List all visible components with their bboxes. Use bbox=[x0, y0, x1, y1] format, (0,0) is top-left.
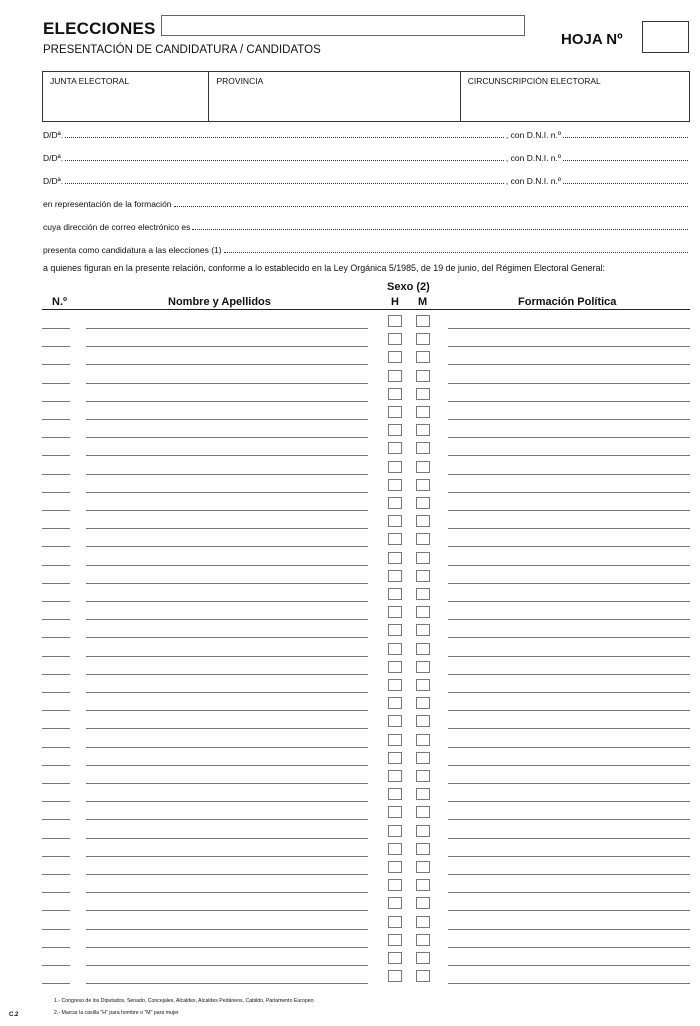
candidate-row bbox=[0, 915, 700, 931]
number-field[interactable] bbox=[42, 747, 70, 748]
sex-h-checkbox[interactable] bbox=[388, 370, 402, 382]
sex-h-checkbox[interactable] bbox=[388, 952, 402, 964]
sex-m-checkbox[interactable] bbox=[416, 552, 430, 564]
name-field[interactable] bbox=[65, 159, 504, 161]
sex-h-checkbox[interactable] bbox=[388, 897, 402, 909]
number-field[interactable] bbox=[42, 692, 70, 693]
sex-h-checkbox[interactable] bbox=[388, 552, 402, 564]
sex-m-checkbox[interactable] bbox=[416, 515, 430, 527]
sex-h-checkbox[interactable] bbox=[388, 806, 402, 818]
header-divider bbox=[42, 309, 690, 310]
sex-m-checkbox[interactable] bbox=[416, 406, 430, 418]
column-header-sex: Sexo (2) bbox=[387, 281, 430, 293]
name-field[interactable] bbox=[86, 783, 368, 784]
sex-h-checkbox[interactable] bbox=[388, 770, 402, 782]
number-field[interactable] bbox=[42, 492, 70, 493]
party-field[interactable] bbox=[448, 983, 690, 984]
sex-h-checkbox[interactable] bbox=[388, 679, 402, 691]
sex-h-checkbox[interactable] bbox=[388, 351, 402, 363]
representative-line-3[interactable] bbox=[43, 174, 690, 186]
candidate-row bbox=[0, 842, 700, 858]
elections-field[interactable] bbox=[224, 251, 688, 253]
form-subtitle: PRESENTACIÓN DE CANDIDATURA / CANDIDATOS bbox=[43, 44, 321, 56]
sex-m-checkbox[interactable] bbox=[416, 806, 430, 818]
email-label: cuya dirección de correo electrónico es bbox=[43, 222, 191, 232]
party-field[interactable] bbox=[448, 674, 690, 675]
candidate-row bbox=[0, 514, 700, 530]
sex-h-checkbox[interactable] bbox=[388, 879, 402, 891]
candidate-row bbox=[0, 350, 700, 366]
party-field[interactable] bbox=[448, 528, 690, 529]
sex-h-checkbox[interactable] bbox=[388, 734, 402, 746]
name-field[interactable] bbox=[86, 892, 368, 893]
name-field[interactable] bbox=[86, 692, 368, 693]
sex-h-checkbox[interactable] bbox=[388, 715, 402, 727]
candidate-row bbox=[0, 441, 700, 457]
candidate-row bbox=[0, 787, 700, 803]
party-field[interactable] bbox=[448, 910, 690, 911]
party-field[interactable] bbox=[448, 437, 690, 438]
name-field[interactable] bbox=[86, 674, 368, 675]
sex-h-checkbox[interactable] bbox=[388, 861, 402, 873]
name-field[interactable] bbox=[86, 801, 368, 802]
sex-m-checkbox[interactable] bbox=[416, 442, 430, 454]
number-field[interactable] bbox=[42, 874, 70, 875]
sex-h-checkbox[interactable] bbox=[388, 315, 402, 327]
name-field[interactable] bbox=[86, 765, 368, 766]
party-field[interactable] bbox=[448, 747, 690, 748]
number-field[interactable] bbox=[42, 583, 70, 584]
sex-m-checkbox[interactable] bbox=[416, 624, 430, 636]
sex-h-checkbox[interactable] bbox=[388, 388, 402, 400]
name-field[interactable] bbox=[65, 136, 504, 138]
party-field[interactable] bbox=[448, 565, 690, 566]
sex-m-checkbox[interactable] bbox=[416, 679, 430, 691]
number-field[interactable] bbox=[42, 765, 70, 766]
number-field[interactable] bbox=[42, 419, 70, 420]
number-field[interactable] bbox=[42, 983, 70, 984]
number-field[interactable] bbox=[42, 801, 70, 802]
sex-h-checkbox[interactable] bbox=[388, 643, 402, 655]
number-field[interactable] bbox=[42, 929, 70, 930]
party-field[interactable] bbox=[448, 492, 690, 493]
column-header-m: M bbox=[418, 296, 428, 308]
party-field[interactable] bbox=[448, 656, 690, 657]
sex-h-checkbox[interactable] bbox=[388, 661, 402, 673]
number-field[interactable] bbox=[42, 437, 70, 438]
name-field[interactable] bbox=[86, 710, 368, 711]
candidate-row bbox=[0, 896, 700, 912]
party-field[interactable] bbox=[448, 856, 690, 857]
circunscripcion-label: CIRCUNSCRIPCIÓN ELECTORAL bbox=[467, 76, 601, 86]
name-field[interactable] bbox=[86, 929, 368, 930]
provincia-field[interactable] bbox=[209, 72, 460, 121]
sex-m-checkbox[interactable] bbox=[416, 388, 430, 400]
sex-h-checkbox[interactable] bbox=[388, 606, 402, 618]
candidate-row bbox=[0, 478, 700, 494]
party-field[interactable] bbox=[448, 783, 690, 784]
candidate-row bbox=[0, 805, 700, 821]
junta-electoral-field[interactable] bbox=[43, 72, 209, 121]
name-field[interactable] bbox=[86, 419, 368, 420]
candidate-row bbox=[0, 605, 700, 621]
name-field[interactable] bbox=[86, 364, 368, 365]
candidate-row bbox=[0, 751, 700, 767]
name-field[interactable] bbox=[86, 619, 368, 620]
name-field[interactable] bbox=[86, 747, 368, 748]
candidate-row bbox=[0, 369, 700, 385]
party-field[interactable] bbox=[448, 328, 690, 329]
candidate-row bbox=[0, 878, 700, 894]
sex-m-checkbox[interactable] bbox=[416, 734, 430, 746]
sex-m-checkbox[interactable] bbox=[416, 916, 430, 928]
sex-h-checkbox[interactable] bbox=[388, 916, 402, 928]
sex-h-checkbox[interactable] bbox=[388, 752, 402, 764]
number-field[interactable] bbox=[42, 455, 70, 456]
circunscripcion-field[interactable] bbox=[461, 72, 689, 121]
sex-m-checkbox[interactable] bbox=[416, 588, 430, 600]
number-field[interactable] bbox=[42, 328, 70, 329]
name-field[interactable] bbox=[86, 728, 368, 729]
number-field[interactable] bbox=[42, 546, 70, 547]
candidate-row bbox=[0, 933, 700, 949]
party-field[interactable] bbox=[448, 455, 690, 456]
column-header-party: Formación Política bbox=[518, 296, 617, 308]
party-field[interactable] bbox=[448, 601, 690, 602]
sex-m-checkbox[interactable] bbox=[416, 752, 430, 764]
person-prefix: D/Dª. bbox=[43, 130, 64, 140]
junta-electoral-label: JUNTA ELECTORAL bbox=[50, 76, 130, 86]
party-field[interactable] bbox=[448, 346, 690, 347]
number-field[interactable] bbox=[42, 656, 70, 657]
party-field[interactable] bbox=[448, 765, 690, 766]
number-field[interactable] bbox=[42, 364, 70, 365]
name-field[interactable] bbox=[86, 492, 368, 493]
candidate-row bbox=[0, 660, 700, 676]
party-field[interactable] bbox=[448, 692, 690, 693]
party-field[interactable] bbox=[448, 510, 690, 511]
sex-h-checkbox[interactable] bbox=[388, 588, 402, 600]
candidate-row bbox=[0, 769, 700, 785]
representation-label: en representación de la formación bbox=[43, 199, 172, 209]
party-field[interactable] bbox=[448, 583, 690, 584]
number-field[interactable] bbox=[42, 565, 70, 566]
number-field[interactable] bbox=[42, 728, 70, 729]
candidate-row bbox=[0, 733, 700, 749]
party-field[interactable] bbox=[448, 637, 690, 638]
sex-m-checkbox[interactable] bbox=[416, 970, 430, 982]
column-header-number: N.º bbox=[52, 296, 68, 308]
name-field[interactable] bbox=[86, 383, 368, 384]
candidate-row bbox=[0, 860, 700, 876]
candidate-row bbox=[0, 423, 700, 439]
party-field[interactable] bbox=[448, 801, 690, 802]
candidate-row bbox=[0, 623, 700, 639]
name-field[interactable] bbox=[86, 346, 368, 347]
dni-field[interactable] bbox=[563, 136, 688, 138]
representation-line[interactable] bbox=[43, 197, 690, 209]
sex-h-checkbox[interactable] bbox=[388, 533, 402, 545]
sex-m-checkbox[interactable] bbox=[416, 934, 430, 946]
candidate-row bbox=[0, 551, 700, 567]
candidate-row bbox=[0, 405, 700, 421]
name-field[interactable] bbox=[65, 182, 504, 184]
party-field[interactable] bbox=[448, 419, 690, 420]
sex-h-checkbox[interactable] bbox=[388, 424, 402, 436]
name-field[interactable] bbox=[86, 565, 368, 566]
party-field[interactable] bbox=[448, 364, 690, 365]
party-field[interactable] bbox=[448, 474, 690, 475]
number-field[interactable] bbox=[42, 346, 70, 347]
dni-label: , con D.N.I. n.º bbox=[505, 176, 561, 186]
number-field[interactable] bbox=[42, 601, 70, 602]
dni-field[interactable] bbox=[563, 182, 688, 184]
sex-m-checkbox[interactable] bbox=[416, 497, 430, 509]
sex-m-checkbox[interactable] bbox=[416, 643, 430, 655]
party-field[interactable] bbox=[448, 892, 690, 893]
party-field[interactable] bbox=[448, 819, 690, 820]
sex-h-checkbox[interactable] bbox=[388, 788, 402, 800]
sheet-number-field[interactable] bbox=[642, 21, 689, 53]
formation-field[interactable] bbox=[174, 205, 688, 207]
sex-h-checkbox[interactable] bbox=[388, 497, 402, 509]
sex-h-checkbox[interactable] bbox=[388, 624, 402, 636]
column-header-name: Nombre y Apellidos bbox=[168, 296, 271, 308]
number-field[interactable] bbox=[42, 528, 70, 529]
candidate-row bbox=[0, 314, 700, 330]
party-field[interactable] bbox=[448, 728, 690, 729]
name-field[interactable] bbox=[86, 583, 368, 584]
number-field[interactable] bbox=[42, 674, 70, 675]
sex-m-checkbox[interactable] bbox=[416, 788, 430, 800]
sex-h-checkbox[interactable] bbox=[388, 515, 402, 527]
sex-m-checkbox[interactable] bbox=[416, 461, 430, 473]
candidate-row bbox=[0, 824, 700, 840]
sex-h-checkbox[interactable] bbox=[388, 825, 402, 837]
sex-m-checkbox[interactable] bbox=[416, 715, 430, 727]
name-field[interactable] bbox=[86, 819, 368, 820]
number-field[interactable] bbox=[42, 838, 70, 839]
sex-m-checkbox[interactable] bbox=[416, 770, 430, 782]
name-field[interactable] bbox=[86, 874, 368, 875]
candidate-row bbox=[0, 696, 700, 712]
name-field[interactable] bbox=[86, 437, 368, 438]
number-field[interactable] bbox=[42, 710, 70, 711]
candidate-row bbox=[0, 460, 700, 476]
candidate-row bbox=[0, 387, 700, 403]
name-field[interactable] bbox=[86, 947, 368, 948]
candidate-row bbox=[0, 496, 700, 512]
election-name-field[interactable] bbox=[161, 15, 525, 36]
name-field[interactable] bbox=[86, 910, 368, 911]
party-field[interactable] bbox=[448, 383, 690, 384]
candidate-row bbox=[0, 332, 700, 348]
sex-m-checkbox[interactable] bbox=[416, 952, 430, 964]
number-field[interactable] bbox=[42, 910, 70, 911]
number-field[interactable] bbox=[42, 856, 70, 857]
number-field[interactable] bbox=[42, 965, 70, 966]
number-field[interactable] bbox=[42, 947, 70, 948]
party-field[interactable] bbox=[448, 947, 690, 948]
party-field[interactable] bbox=[448, 838, 690, 839]
legal-notice: a quienes figuran en la presente relación, conforme a lo establecido en la Ley Orgánica 5/1985, de 19 de junio, del Régimen Electoral General: bbox=[43, 263, 605, 273]
sex-m-checkbox[interactable] bbox=[416, 825, 430, 837]
footnote-2: 2.- Marcar la casilla "H" para hombre o "M" para mujer bbox=[54, 1010, 179, 1016]
name-field[interactable] bbox=[86, 546, 368, 547]
number-field[interactable] bbox=[42, 474, 70, 475]
sex-m-checkbox[interactable] bbox=[416, 843, 430, 855]
sex-h-checkbox[interactable] bbox=[388, 697, 402, 709]
number-field[interactable] bbox=[42, 819, 70, 820]
sex-h-checkbox[interactable] bbox=[388, 406, 402, 418]
name-field[interactable] bbox=[86, 455, 368, 456]
sex-h-checkbox[interactable] bbox=[388, 970, 402, 982]
number-field[interactable] bbox=[42, 401, 70, 402]
sex-m-checkbox[interactable] bbox=[416, 879, 430, 891]
name-field[interactable] bbox=[86, 983, 368, 984]
party-field[interactable] bbox=[448, 874, 690, 875]
candidate-row bbox=[0, 532, 700, 548]
sex-m-checkbox[interactable] bbox=[416, 424, 430, 436]
name-field[interactable] bbox=[86, 401, 368, 402]
dni-label: , con D.N.I. n.º bbox=[505, 130, 561, 140]
number-field[interactable] bbox=[42, 637, 70, 638]
name-field[interactable] bbox=[86, 601, 368, 602]
number-field[interactable] bbox=[42, 892, 70, 893]
sex-h-checkbox[interactable] bbox=[388, 934, 402, 946]
representative-line-1[interactable] bbox=[43, 128, 690, 140]
name-field[interactable] bbox=[86, 510, 368, 511]
sex-h-checkbox[interactable] bbox=[388, 479, 402, 491]
candidate-row bbox=[0, 678, 700, 694]
candidate-row bbox=[0, 569, 700, 585]
name-field[interactable] bbox=[86, 656, 368, 657]
party-field[interactable] bbox=[448, 401, 690, 402]
form-code: C.2 bbox=[9, 1012, 19, 1018]
sex-h-checkbox[interactable] bbox=[388, 461, 402, 473]
email-line[interactable] bbox=[43, 220, 690, 232]
sex-m-checkbox[interactable] bbox=[416, 661, 430, 673]
party-field[interactable] bbox=[448, 619, 690, 620]
sex-h-checkbox[interactable] bbox=[388, 333, 402, 345]
dni-field[interactable] bbox=[563, 159, 688, 161]
provincia-label: PROVINCIA bbox=[216, 76, 264, 86]
person-prefix: D/Dª. bbox=[43, 153, 64, 163]
name-field[interactable] bbox=[86, 838, 368, 839]
person-prefix: D/Dª. bbox=[43, 176, 64, 186]
candidate-row bbox=[0, 642, 700, 658]
sex-m-checkbox[interactable] bbox=[416, 533, 430, 545]
sex-m-checkbox[interactable] bbox=[416, 897, 430, 909]
party-field[interactable] bbox=[448, 965, 690, 966]
sex-m-checkbox[interactable] bbox=[416, 370, 430, 382]
number-field[interactable] bbox=[42, 619, 70, 620]
candidate-row bbox=[0, 969, 700, 985]
number-field[interactable] bbox=[42, 783, 70, 784]
name-field[interactable] bbox=[86, 528, 368, 529]
email-field[interactable] bbox=[192, 228, 688, 230]
candidate-row bbox=[0, 951, 700, 967]
elections-line[interactable] bbox=[43, 243, 690, 255]
candidate-row bbox=[0, 587, 700, 603]
sex-m-checkbox[interactable] bbox=[416, 697, 430, 709]
sex-m-checkbox[interactable] bbox=[416, 333, 430, 345]
form-title: ELECCIONES bbox=[43, 19, 156, 38]
sex-m-checkbox[interactable] bbox=[416, 479, 430, 491]
sex-m-checkbox[interactable] bbox=[416, 315, 430, 327]
sex-m-checkbox[interactable] bbox=[416, 861, 430, 873]
sex-h-checkbox[interactable] bbox=[388, 843, 402, 855]
name-field[interactable] bbox=[86, 474, 368, 475]
candidate-row bbox=[0, 714, 700, 730]
number-field[interactable] bbox=[42, 383, 70, 384]
footnote-1: 1.- Congreso de los Diputados, Senado, Concejales, Alcaldes, Alcaldes Pedáneos, Cabildo, Parlamento Europeo bbox=[54, 998, 314, 1004]
elections-label: presenta como candidatura a las elecciones (1) bbox=[43, 245, 222, 255]
party-field[interactable] bbox=[448, 929, 690, 930]
number-field[interactable] bbox=[42, 510, 70, 511]
representative-line-2[interactable] bbox=[43, 151, 690, 163]
name-field[interactable] bbox=[86, 637, 368, 638]
sex-m-checkbox[interactable] bbox=[416, 351, 430, 363]
sex-h-checkbox[interactable] bbox=[388, 570, 402, 582]
name-field[interactable] bbox=[86, 328, 368, 329]
party-field[interactable] bbox=[448, 546, 690, 547]
name-field[interactable] bbox=[86, 965, 368, 966]
sheet-number-label: HOJA Nº bbox=[561, 31, 623, 48]
electoral-info-table bbox=[42, 71, 690, 122]
party-field[interactable] bbox=[448, 710, 690, 711]
dni-label: , con D.N.I. n.º bbox=[505, 153, 561, 163]
sex-m-checkbox[interactable] bbox=[416, 570, 430, 582]
column-header-h: H bbox=[391, 296, 399, 308]
name-field[interactable] bbox=[86, 856, 368, 857]
sex-h-checkbox[interactable] bbox=[388, 442, 402, 454]
sex-m-checkbox[interactable] bbox=[416, 606, 430, 618]
